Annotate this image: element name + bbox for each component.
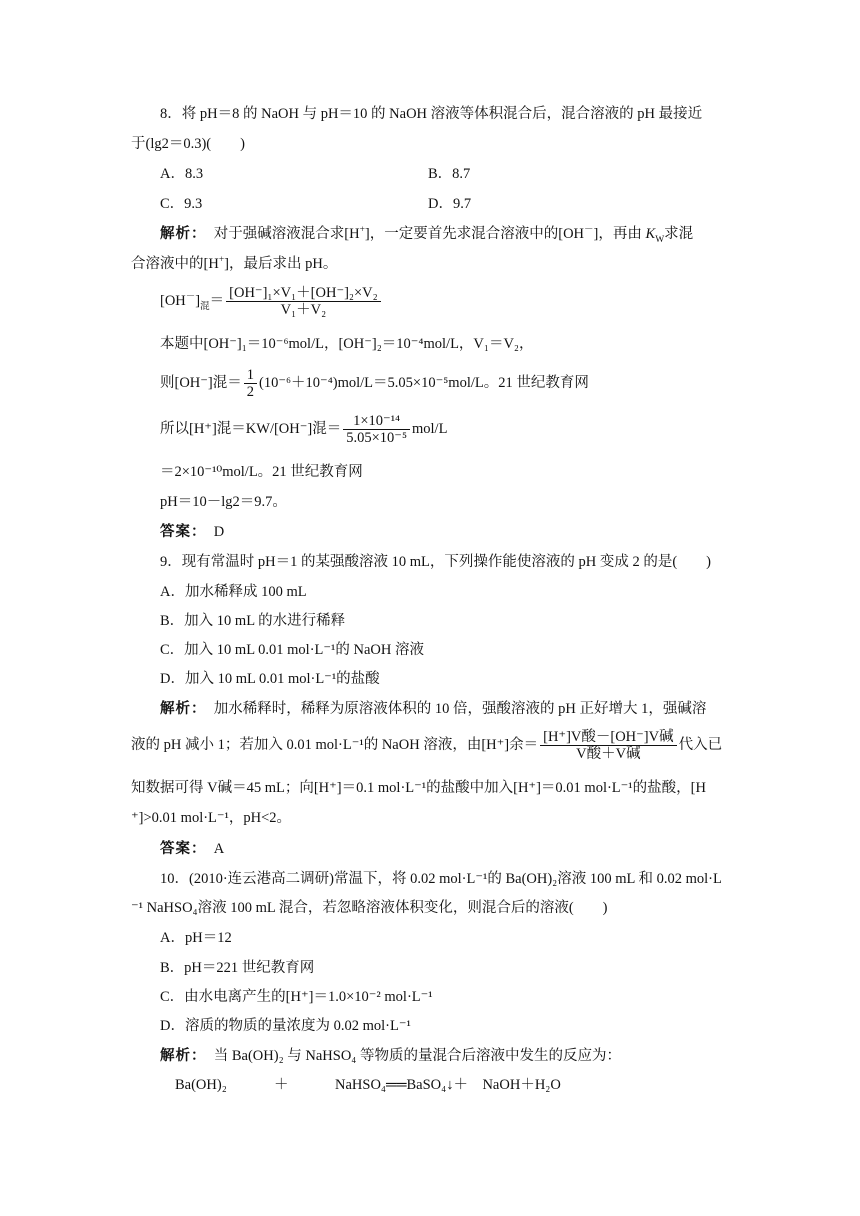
- fraction-numerator: 1×10⁻¹⁴: [343, 413, 410, 430]
- text: 求混: [664, 226, 694, 242]
- q8-analysis-line-3: 本题中[OH⁻]₁＝10⁻⁶mol/L，[OH⁻]₂＝10⁻⁴mol/L，V₁＝V₂，: [160, 336, 534, 352]
- fraction-numerator: 1: [244, 367, 257, 384]
- text: ]，最后求出 pH。: [224, 256, 338, 272]
- q9-analysis-line-3: 知数据可得 V碱＝45 mL；向[H⁺]＝0.1 mol·L⁻¹的盐酸中加入[H⁺]＝0.01 mol·L⁻¹的盐酸，[H: [131, 780, 706, 796]
- q10-option-d: D．溶质的物质的量浓度为 0.02 mol·L⁻¹: [160, 1018, 411, 1034]
- q9-analysis-line-2: [131, 728, 722, 762]
- q10-stem-line-2: ⁻¹ NaHSO₄溶液 100 mL 混合，若忽略溶液体积变化，则混合后的溶液( ): [131, 900, 608, 916]
- residual-fraction: [540, 729, 676, 762]
- q8-analysis-line-5: [160, 412, 447, 446]
- q8-analysis-line-1: 解析： 对于强碱溶液混合求[H+]，一定要首先求混合溶液中的[OH－]，再由 $K_W$求混: [160, 225, 694, 245]
- q8-option-c: C．9.3: [160, 196, 203, 212]
- formula-fraction: [226, 285, 381, 318]
- text: ]，一定要首先求混合溶液中的[OH: [364, 226, 585, 242]
- subscript: 混: [200, 301, 210, 312]
- q8-answer: [160, 523, 224, 541]
- text: 对于强碱溶液混合求[H: [199, 226, 360, 242]
- answer-label: 答案：: [160, 841, 200, 857]
- text: 加水稀释时，稀释为原溶液体积的 10 倍，强酸溶液的 pH 正好增大 1，强碱溶: [199, 701, 707, 717]
- analysis-label: 解析：: [160, 226, 200, 242]
- q10-equation-rest: NaHSO₄══BaSO₄↓＋ NaOH＋H₂O: [335, 1077, 561, 1093]
- q8-analysis-line-2: 合溶液中的[H+]，最后求出 pH。: [131, 255, 338, 272]
- kw-subscript: W: [655, 234, 665, 245]
- fraction-numerator: [H⁺]V酸－[OH⁻]V碱: [540, 729, 676, 746]
- text: ]，再由: [593, 226, 646, 242]
- q8-stem-line-2: 于(lg2＝0.3)( ): [131, 136, 245, 152]
- q9-option-c: C．加入 10 mL 0.01 mol·L⁻¹的 NaOH 溶液: [160, 642, 424, 658]
- kw-symbol: K: [645, 226, 656, 242]
- analysis-label: 解析：: [160, 701, 200, 717]
- q8-option-b: B．8.7: [428, 166, 471, 182]
- text: 则[OH⁻]混＝: [160, 375, 242, 391]
- q10-analysis-line-1: [160, 1047, 621, 1065]
- fraction-denominator: V₁＋V₂: [280, 302, 327, 319]
- text: 合溶液中的[H: [131, 256, 219, 272]
- half-fraction: [244, 367, 257, 400]
- q9-stem: 9．现有常温时 pH＝1 的某强酸溶液 10 mL，下列操作能使溶液的 pH 变成 2 的是( ): [160, 554, 711, 570]
- q9-option-d: D．加入 10 mL 0.01 mol·L⁻¹的盐酸: [160, 671, 380, 687]
- q9-analysis-line-4: ⁺]>0.01 mol·L⁻¹，pH<2。: [131, 810, 292, 826]
- answer-value: A: [199, 841, 225, 857]
- fraction-denominator: 5.05×10⁻⁵: [346, 430, 407, 447]
- text: (10⁻⁶＋10⁻⁴)mol/L＝5.05×10⁻⁵mol/L。21 世纪教育网: [259, 375, 589, 391]
- q10-option-c: C．由水电离产生的[H⁺]＝1.0×10⁻² mol·L⁻¹: [160, 989, 433, 1005]
- q8-option-d: D．9.7: [428, 196, 472, 212]
- text: 液的 pH 减小 1；若加入 0.01 mol·L⁻¹的 NaOH 溶液，由[H⁺]余＝: [131, 737, 539, 753]
- q10-equation-reactant-1: Ba(OH)₂: [175, 1077, 227, 1093]
- q9-answer: [160, 840, 224, 858]
- text: 当 Ba(OH)₂ 与 NaHSO₄ 等物质的量混合后溶液中发生的反应为：: [199, 1048, 621, 1064]
- fraction-denominator: 2: [246, 384, 255, 401]
- text: 所以[H⁺]混＝KW/[OH⁻]混＝: [160, 421, 342, 437]
- q8-analysis-line-7: pH＝10－lg2＝9.7。: [160, 494, 287, 510]
- fraction-numerator: [OH⁻]₁×V₁＋[OH⁻]₂×V₂: [226, 285, 381, 302]
- q9-option-b: B．加入 10 mL 的水进行稀释: [160, 613, 346, 629]
- answer-label: 答案：: [160, 524, 200, 540]
- analysis-label: 解析：: [160, 1048, 200, 1064]
- q8-stem-line-1: 8．将 pH＝8 的 NaOH 与 pH＝10 的 NaOH 溶液等体积混合后，混合溶液的 pH 最接近: [160, 106, 703, 122]
- fraction-denominator: V酸＋V碱: [576, 746, 641, 763]
- q10-option-a: A．pH＝12: [160, 930, 232, 946]
- q9-analysis-line-1: [160, 700, 706, 718]
- q8-formula-mix: $[OH^-]_混=$ $\frac{\text{[OH⁻]₁×V₁＋[OH⁻]₂×V₂}}{\text{V₁＋V₂}}$: [160, 284, 383, 318]
- q8-option-a: A．8.3: [160, 166, 204, 182]
- text: 代入已: [678, 737, 723, 753]
- q10-stem-line-1: 10．(2010·连云港高二调研)常温下，将 0.02 mol·L⁻¹的 Ba(OH)₂溶液 100 mL 和 0.02 mol·L: [160, 871, 722, 887]
- text: mol/L: [412, 421, 448, 437]
- formula-lhs: [OH: [160, 293, 186, 309]
- q10-equation-plus: ＋: [274, 1077, 289, 1093]
- q9-option-a: A．加水稀释成 100 mL: [160, 584, 307, 600]
- q8-analysis-line-6: ＝2×10⁻¹⁰mol/L。21 世纪教育网: [160, 464, 363, 480]
- hplus-fraction: [343, 413, 410, 446]
- answer-value: D: [199, 524, 225, 540]
- q8-analysis-line-4: [160, 366, 589, 400]
- q10-option-b: B．pH＝221 世纪教育网: [160, 960, 315, 976]
